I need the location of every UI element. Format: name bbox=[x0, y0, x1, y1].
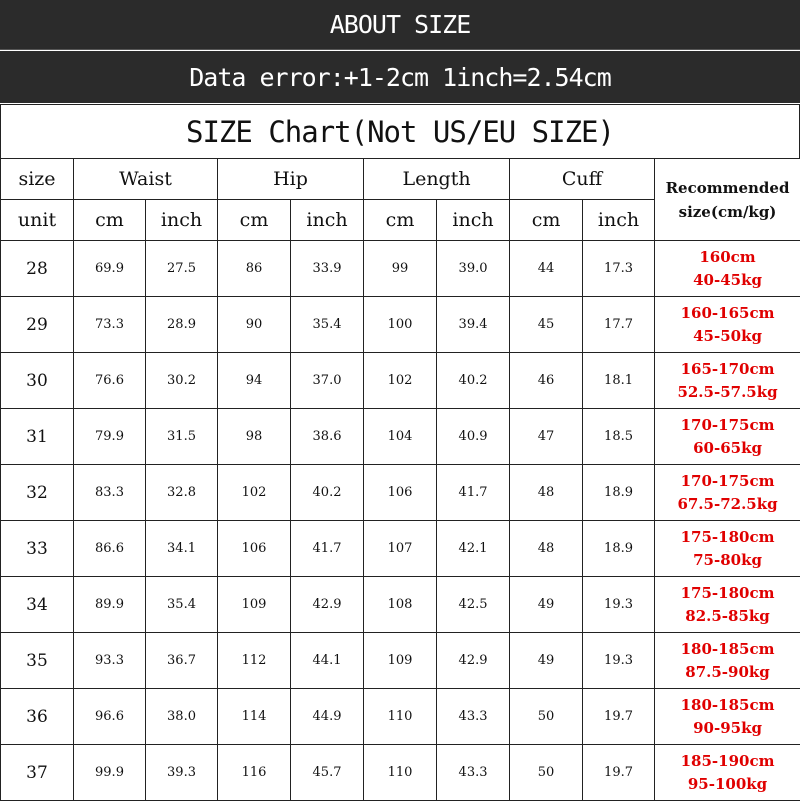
length-inch-cell: 41.7 bbox=[437, 465, 510, 521]
hip-cm-cell: 114 bbox=[218, 689, 291, 745]
cuff-inch-cell: 19.3 bbox=[583, 633, 655, 689]
waist-cm-cell: 79.9 bbox=[74, 409, 146, 465]
length-cm-cell: 99 bbox=[364, 241, 437, 297]
size-cell: 29 bbox=[1, 297, 74, 353]
recommended-weight: 52.5-57.5kg bbox=[655, 381, 800, 404]
length-inch-cell: 40.2 bbox=[437, 353, 510, 409]
length-cm-cell: 109 bbox=[364, 633, 437, 689]
cuff-cm-header: cm bbox=[510, 200, 583, 241]
waist-inch-cell: 35.4 bbox=[146, 577, 218, 633]
length-cm-cell: 107 bbox=[364, 521, 437, 577]
table-row bbox=[1, 633, 800, 689]
cuff-inch-cell: 18.1 bbox=[583, 353, 655, 409]
size-header: size bbox=[1, 159, 74, 200]
length-cm-cell: 110 bbox=[364, 745, 437, 801]
cuff-inch-cell: 17.3 bbox=[583, 241, 655, 297]
waist-cm-cell: 99.9 bbox=[74, 745, 146, 801]
length-inch-cell: 43.3 bbox=[437, 689, 510, 745]
hip-inch-cell: 35.4 bbox=[291, 297, 364, 353]
length-cm-cell: 100 bbox=[364, 297, 437, 353]
recommended-cell bbox=[655, 633, 800, 689]
recommended-weight: 75-80kg bbox=[655, 549, 800, 572]
waist-cm-cell: 96.6 bbox=[74, 689, 146, 745]
hip-cm-cell: 106 bbox=[218, 521, 291, 577]
recommended-height: 180-185cm bbox=[655, 694, 800, 717]
chart-title: SIZE Chart(Not US/EU SIZE) bbox=[0, 104, 800, 158]
recommended-height: 170-175cm bbox=[655, 414, 800, 437]
waist-cm-cell: 69.9 bbox=[74, 241, 146, 297]
cuff-cm-cell: 50 bbox=[510, 689, 583, 745]
cuff-cm-cell: 46 bbox=[510, 353, 583, 409]
cuff-inch-cell: 17.7 bbox=[583, 297, 655, 353]
waist-inch-cell: 34.1 bbox=[146, 521, 218, 577]
cuff-cm-cell: 47 bbox=[510, 409, 583, 465]
size-cell: 28 bbox=[1, 241, 74, 297]
hip-cm-cell: 116 bbox=[218, 745, 291, 801]
table-row bbox=[1, 521, 800, 577]
cuff-inch-header: inch bbox=[583, 200, 655, 241]
waist-cm-cell: 73.3 bbox=[74, 297, 146, 353]
recommended-weight: 90-95kg bbox=[655, 717, 800, 740]
recommended-height: 170-175cm bbox=[655, 470, 800, 493]
recommended-weight: 67.5-72.5kg bbox=[655, 493, 800, 516]
waist-cm-cell: 89.9 bbox=[74, 577, 146, 633]
table-row bbox=[1, 745, 800, 801]
recommended-height: 175-180cm bbox=[655, 526, 800, 549]
hip-inch-cell: 44.1 bbox=[291, 633, 364, 689]
recommended-header-line1: Recommended bbox=[655, 176, 800, 200]
hip-inch-cell: 41.7 bbox=[291, 521, 364, 577]
recommended-weight: 45-50kg bbox=[655, 325, 800, 348]
cuff-inch-cell: 18.9 bbox=[583, 521, 655, 577]
about-size-banner: ABOUT SIZE bbox=[0, 0, 800, 50]
length-inch-cell: 42.5 bbox=[437, 577, 510, 633]
table-row bbox=[1, 465, 800, 521]
cuff-header: Cuff bbox=[510, 159, 655, 200]
size-cell: 32 bbox=[1, 465, 74, 521]
table-row bbox=[1, 241, 800, 297]
hip-cm-cell: 109 bbox=[218, 577, 291, 633]
recommended-cell bbox=[655, 577, 800, 633]
table-row bbox=[1, 577, 800, 633]
unit-header: unit bbox=[1, 200, 74, 241]
cuff-inch-cell: 19.7 bbox=[583, 745, 655, 801]
waist-cm-cell: 86.6 bbox=[74, 521, 146, 577]
recommended-height: 175-180cm bbox=[655, 582, 800, 605]
table-row bbox=[1, 297, 800, 353]
waist-inch-cell: 28.9 bbox=[146, 297, 218, 353]
size-cell: 37 bbox=[1, 745, 74, 801]
waist-cm-header: cm bbox=[74, 200, 146, 241]
size-cell: 30 bbox=[1, 353, 74, 409]
recommended-cell bbox=[655, 297, 800, 353]
waist-cm-cell: 76.6 bbox=[74, 353, 146, 409]
recommended-height: 185-190cm bbox=[655, 750, 800, 773]
hip-inch-cell: 45.7 bbox=[291, 745, 364, 801]
cuff-cm-cell: 48 bbox=[510, 465, 583, 521]
length-inch-cell: 40.9 bbox=[437, 409, 510, 465]
recommended-cell bbox=[655, 409, 800, 465]
hip-inch-cell: 33.9 bbox=[291, 241, 364, 297]
hip-cm-cell: 94 bbox=[218, 353, 291, 409]
hip-cm-cell: 90 bbox=[218, 297, 291, 353]
size-cell: 33 bbox=[1, 521, 74, 577]
length-cm-header: cm bbox=[364, 200, 437, 241]
recommended-header-line2: size(cm/kg) bbox=[655, 200, 800, 224]
table-row bbox=[1, 353, 800, 409]
cuff-inch-cell: 18.5 bbox=[583, 409, 655, 465]
hip-inch-cell: 40.2 bbox=[291, 465, 364, 521]
waist-inch-cell: 32.8 bbox=[146, 465, 218, 521]
cuff-cm-cell: 49 bbox=[510, 577, 583, 633]
waist-inch-cell: 30.2 bbox=[146, 353, 218, 409]
waist-cm-cell: 83.3 bbox=[74, 465, 146, 521]
hip-inch-cell: 44.9 bbox=[291, 689, 364, 745]
cuff-cm-cell: 50 bbox=[510, 745, 583, 801]
cuff-cm-cell: 48 bbox=[510, 521, 583, 577]
recommended-weight: 40-45kg bbox=[655, 269, 800, 292]
length-header: Length bbox=[364, 159, 510, 200]
size-cell: 34 bbox=[1, 577, 74, 633]
waist-header: Waist bbox=[74, 159, 218, 200]
waist-inch-cell: 31.5 bbox=[146, 409, 218, 465]
length-inch-cell: 42.1 bbox=[437, 521, 510, 577]
data-error-banner: Data error:+1-2cm 1inch=2.54cm bbox=[0, 51, 800, 103]
table-row bbox=[1, 689, 800, 745]
cuff-cm-cell: 45 bbox=[510, 297, 583, 353]
cuff-inch-cell: 19.7 bbox=[583, 689, 655, 745]
hip-inch-cell: 42.9 bbox=[291, 577, 364, 633]
waist-inch-cell: 39.3 bbox=[146, 745, 218, 801]
size-table bbox=[0, 158, 800, 801]
size-cell: 31 bbox=[1, 409, 74, 465]
hip-cm-cell: 98 bbox=[218, 409, 291, 465]
recommended-weight: 82.5-85kg bbox=[655, 605, 800, 628]
cuff-inch-cell: 19.3 bbox=[583, 577, 655, 633]
length-inch-cell: 39.0 bbox=[437, 241, 510, 297]
hip-cm-cell: 112 bbox=[218, 633, 291, 689]
cuff-cm-cell: 49 bbox=[510, 633, 583, 689]
recommended-height: 165-170cm bbox=[655, 358, 800, 381]
header-row-groups bbox=[1, 159, 800, 200]
recommended-weight: 87.5-90kg bbox=[655, 661, 800, 684]
recommended-height: 160cm bbox=[655, 246, 800, 269]
recommended-cell bbox=[655, 353, 800, 409]
hip-inch-cell: 37.0 bbox=[291, 353, 364, 409]
cuff-cm-cell: 44 bbox=[510, 241, 583, 297]
length-cm-cell: 108 bbox=[364, 577, 437, 633]
recommended-header bbox=[655, 159, 800, 241]
recommended-weight: 60-65kg bbox=[655, 437, 800, 460]
length-cm-cell: 110 bbox=[364, 689, 437, 745]
recommended-cell bbox=[655, 465, 800, 521]
hip-cm-header: cm bbox=[218, 200, 291, 241]
length-inch-cell: 42.9 bbox=[437, 633, 510, 689]
waist-inch-cell: 27.5 bbox=[146, 241, 218, 297]
length-inch-header: inch bbox=[437, 200, 510, 241]
waist-inch-cell: 38.0 bbox=[146, 689, 218, 745]
hip-inch-header: inch bbox=[291, 200, 364, 241]
recommended-cell bbox=[655, 241, 800, 297]
recommended-cell bbox=[655, 521, 800, 577]
table-row bbox=[1, 409, 800, 465]
recommended-weight: 95-100kg bbox=[655, 773, 800, 796]
recommended-cell bbox=[655, 745, 800, 801]
hip-header: Hip bbox=[218, 159, 364, 200]
length-cm-cell: 102 bbox=[364, 353, 437, 409]
length-cm-cell: 104 bbox=[364, 409, 437, 465]
hip-cm-cell: 86 bbox=[218, 241, 291, 297]
recommended-cell bbox=[655, 689, 800, 745]
size-cell: 36 bbox=[1, 689, 74, 745]
recommended-height: 160-165cm bbox=[655, 302, 800, 325]
length-cm-cell: 106 bbox=[364, 465, 437, 521]
cuff-inch-cell: 18.9 bbox=[583, 465, 655, 521]
hip-cm-cell: 102 bbox=[218, 465, 291, 521]
length-inch-cell: 39.4 bbox=[437, 297, 510, 353]
waist-inch-cell: 36.7 bbox=[146, 633, 218, 689]
recommended-height: 180-185cm bbox=[655, 638, 800, 661]
waist-inch-header: inch bbox=[146, 200, 218, 241]
waist-cm-cell: 93.3 bbox=[74, 633, 146, 689]
hip-inch-cell: 38.6 bbox=[291, 409, 364, 465]
length-inch-cell: 43.3 bbox=[437, 745, 510, 801]
size-cell: 35 bbox=[1, 633, 74, 689]
